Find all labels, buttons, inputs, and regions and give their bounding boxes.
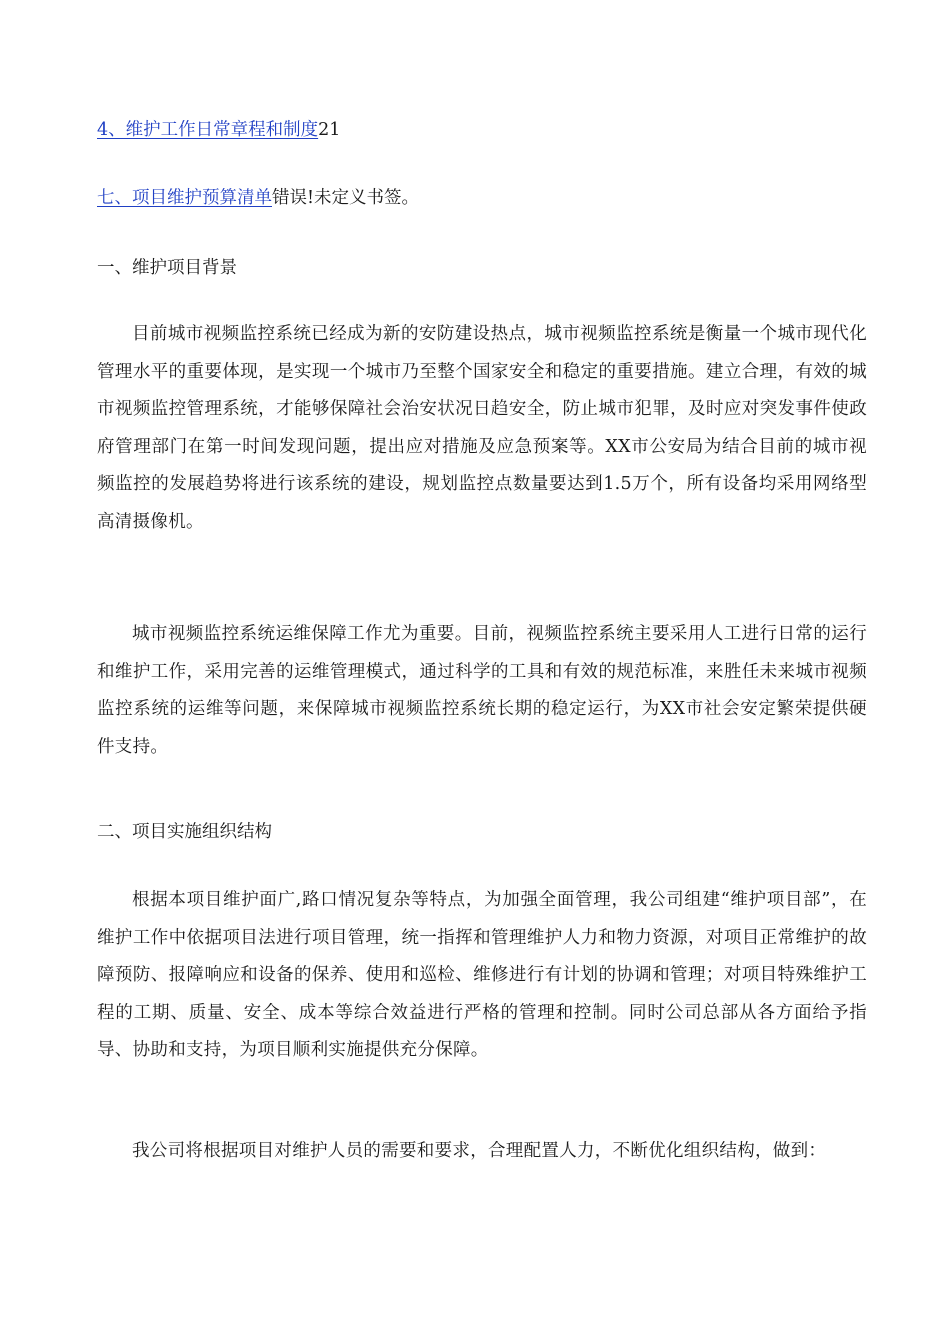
- toc-error-note: 错误!未定义书签。: [272, 188, 420, 208]
- body-paragraph: 我公司将根据项目对维护人员的需要和要求，合理配置人力，不断优化组织结构，做到：: [132, 1141, 827, 1161]
- body-paragraph: 城市视频监控系统运维保障工作尤为重要。目前，视频监控系统主要采用人工进行日常的运行和维护工作，采用完善的运维管理模式，通过科学的工具和有效的规范标准，来胜任未来城市视频监控系统的运维等问题，来保障城市视频监控系统长期的稳定运行，为XX市社会安定繁荣提供硬件支持。: [97, 624, 867, 757]
- section-heading: 一、维护项目背景: [97, 258, 237, 278]
- toc-entry: [97, 118, 340, 142]
- toc-entry: [97, 186, 419, 210]
- body-paragraph: 目前城市视频监控系统已经成为新的安防建设热点，城市视频监控系统是衡量一个城市现代化管理水平的重要体现，是实现一个城市乃至整个国家安全和稳定的重要措施。建立合理，有效的城市视频监控管理系统，才能够保障社会治安状况日趋安全，防止城市犯罪，及时应对突发事件使政府管理部门在第一时间发现问题，提出应对措施及应急预案等。XX市公安局为结合目前的城市视频监控的发展趋势将进行该系统的建设，规划监控点数量要达到1.5万个，所有设备均采用网络型高清摄像机。: [97, 324, 867, 532]
- body-paragraph: 根据本项目维护面广,路口情况复杂等特点，为加强全面管理，我公司组建“维护项目部”，在维护工作中依据项目法进行项目管理，统一指挥和管理维护人力和物力资源，对项目正常维护的故障预防、报障响应和设备的保养、使用和巡检、维修进行有计划的协调和管理；对项目特殊维护工程的工期、质量、安全、成本等综合效益进行严格的管理和控制。同时公司总部从各方面给予指导、协助和支持，为项目顺利实施提供充分保障。: [97, 890, 867, 1060]
- toc-page-number: 21: [318, 120, 341, 140]
- toc-link[interactable]: 4、维护工作日常章程和制度: [97, 120, 319, 140]
- toc-link[interactable]: 七、项目维护预算清单: [97, 188, 272, 208]
- section-heading: 二、项目实施组织结构: [97, 822, 272, 842]
